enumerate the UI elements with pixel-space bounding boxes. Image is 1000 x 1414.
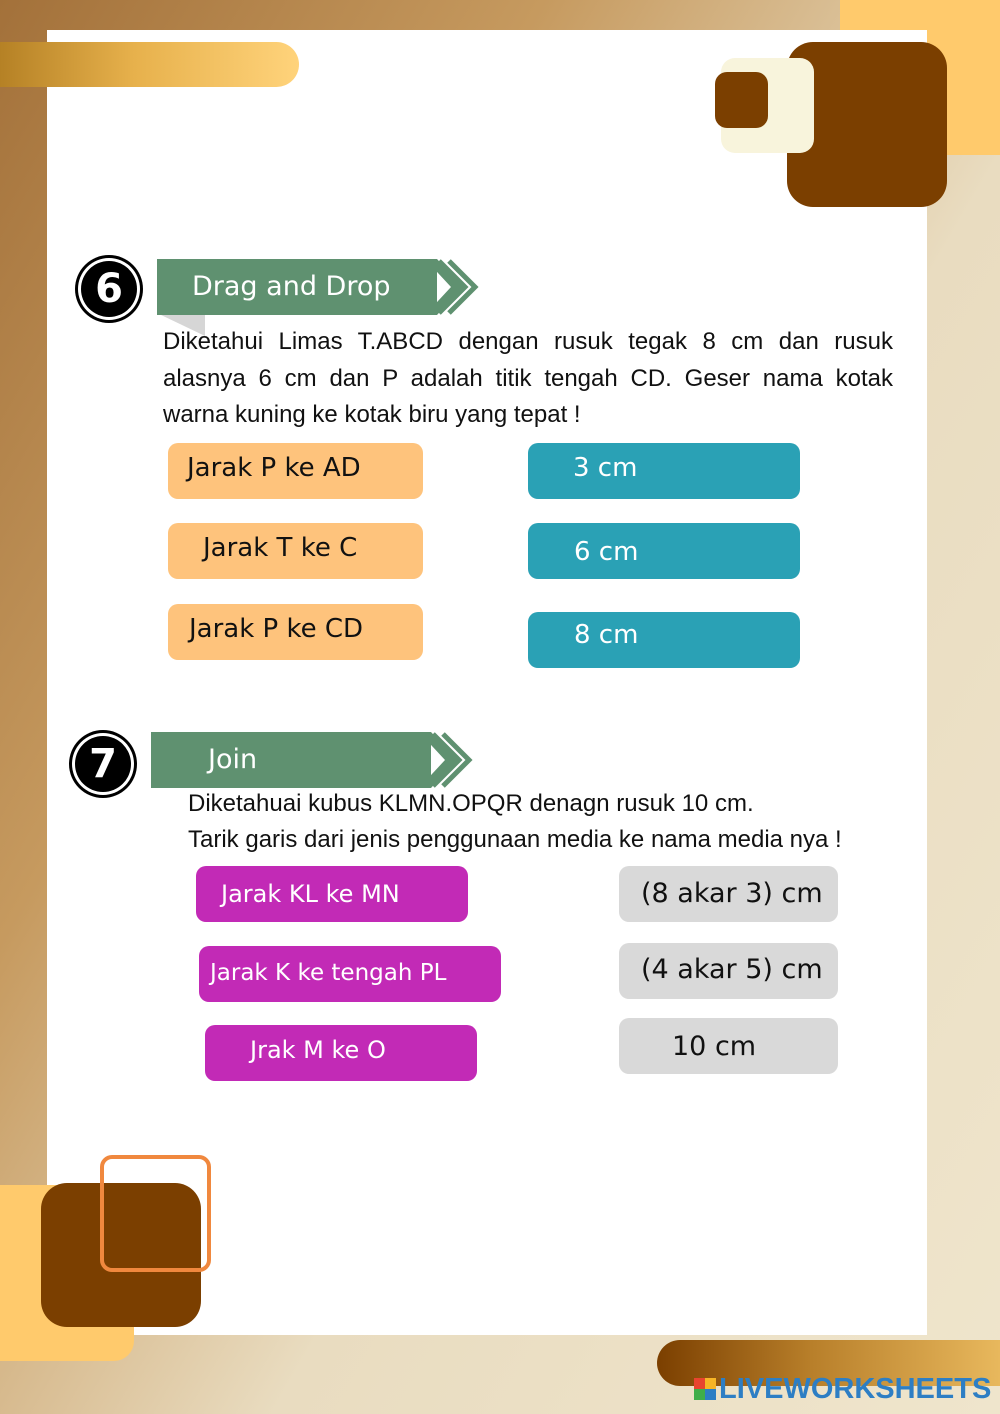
decor-small-brown-square [715,72,768,128]
logo-icon [694,1378,716,1400]
join-left-item-1[interactable]: Jarak KL ke MN [196,866,468,922]
worksheet-paper [47,30,927,1335]
chevron-right-icon [419,732,475,788]
section-title-banner: Join [151,732,431,788]
join-left-item-3[interactable]: Jrak M ke O [205,1025,477,1081]
join-right-item-2[interactable]: (4 akar 5) cm [619,943,838,999]
liveworksheets-logo [694,1374,991,1404]
question-number-badge: 7 [75,736,131,792]
drop-target-2[interactable]: 6 cm [528,523,800,579]
section-title-banner: Drag and Drop [157,259,437,315]
chevron-right-icon [425,259,481,315]
drop-target-3[interactable]: 8 cm [528,612,800,668]
draggable-box-3[interactable]: Jarak P ke CD [168,604,423,660]
join-right-item-1[interactable]: (8 akar 3) cm [619,866,838,922]
decor-gold-bar [0,42,299,87]
question-instruction: Diketahui Limas T.ABCD dengan rusuk tegak 8 cm dan rusuk alasnya 6 cm dan P adalah titik tengah CD. Geser nama kotak warna kuning ke kotak biru yang tepat ! [163,328,893,428]
join-right-item-3[interactable]: 10 cm [619,1018,838,1074]
logo-text: LIVEWORKSHEETS [719,1372,992,1405]
draggable-box-1[interactable]: Jarak P ke AD [168,443,423,499]
draggable-box-2[interactable]: Jarak T ke C [168,523,423,579]
join-left-item-2[interactable]: Jarak K ke tengah PL [199,946,501,1002]
question-number-badge: 6 [81,261,137,317]
question-instruction-line1: Diketahuai kubus KLMN.OPQR denagn rusuk 10 cm. [188,790,754,817]
decor-orange-outline [100,1155,211,1272]
question-instruction-line2: Tarik garis dari jenis penggunaan media ke nama media nya ! [188,826,842,853]
drop-target-1[interactable]: 3 cm [528,443,800,499]
